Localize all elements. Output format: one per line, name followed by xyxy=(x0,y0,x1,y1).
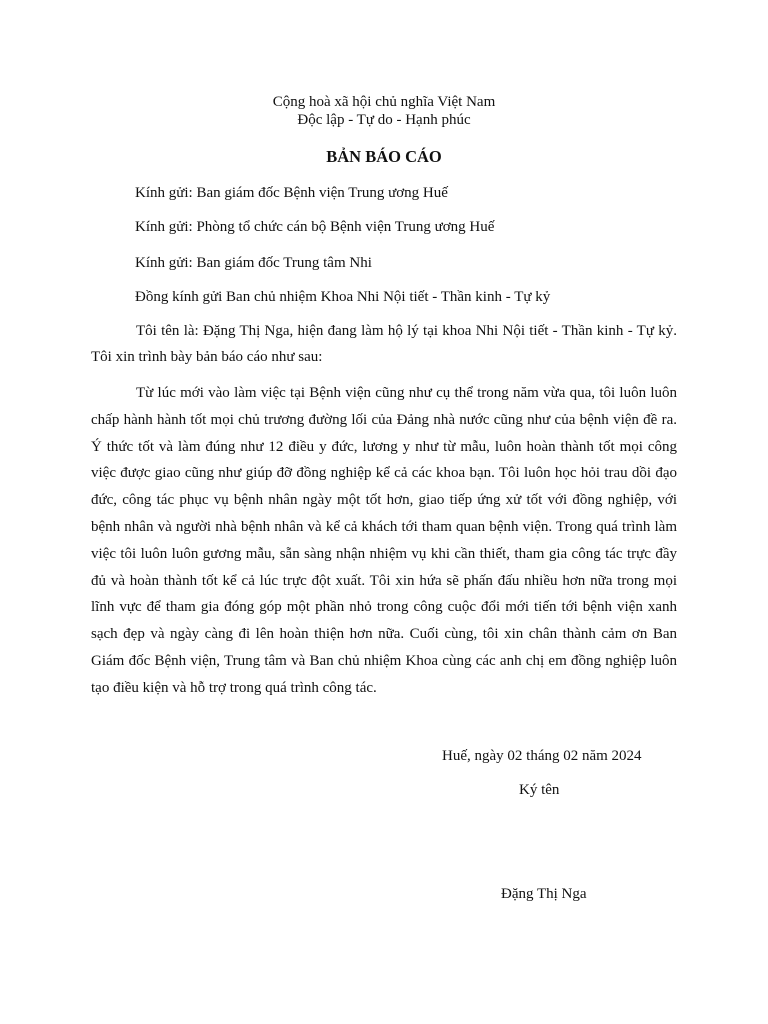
body-paragraph: Từ lúc mới vào làm việc tại Bệnh viện cũng như cụ thể trong năm vừa qua, tôi luôn luôn chấp hành hành tốt mọi chủ trương đường lối của Đảng nhà nước cũng như của bệnh viện đề ra. Ý thức tốt và làm đúng như 12 điều y đức, lương y như từ mẫu, luôn hoàn thành tốt mọi công việc được giao cũng như giúp đỡ đồng nghiệp kể cả các khoa bạn. Tôi luôn học hỏi trau dồi đạo đức, công tác phục vụ bệnh nhân ngày một tốt hơn, giao tiếp ứng xử tốt với đồng nghiệp, với bệnh nhân và người nhà bệnh nhân và kể cả khách tới tham quan bệnh viện. Trong quá trình làm việc tôi luôn luôn gương mẫu, sẵn sàng nhận nhiệm vụ khi cần thiết, tham gia công tác trực đầy đủ và hoàn thành tốt kể cả lúc trực đột xuất. Tôi xin hứa sẽ phấn đấu nhiều hơn nữa trong mọi lĩnh vực để tham gia đóng góp một phần nhỏ trong công cuộc đổi mới tiến tới bệnh viện xanh sạch đẹp và ngày càng đi lên hoàn thiện hơn nữa. Cuối cùng, tôi xin chân thành cảm ơn Ban Giám đốc Bệnh viện, Trung tâm và Ban chủ nhiệm Khoa cùng các anh chị em đồng nghiệp luôn tạo điều kiện và hỗ trợ trong quá trình công tác. xyxy=(91,385,677,696)
recipient-line-1: Kính gửi: Ban giám đốc Bệnh viện Trung ương Huế xyxy=(135,185,448,201)
recipient-line-2: Kính gửi: Phòng tổ chức cán bộ Bệnh viện Trung ương Huế xyxy=(135,219,495,235)
recipient-line-3: Kính gửi: Ban giám đốc Trung tâm Nhi xyxy=(135,255,372,271)
signature-label: Ký tên xyxy=(519,782,560,798)
national-motto: Độc lập - Tự do - Hạnh phúc xyxy=(297,112,471,128)
recipient-line-cc: Đồng kính gửi Ban chủ nhiệm Khoa Nhi Nội tiết - Thần kinh - Tự kỷ xyxy=(135,289,551,305)
place-date: Huế, ngày 02 tháng 02 năm 2024 xyxy=(442,748,642,764)
intro-paragraph: Tôi tên là: Đặng Thị Nga, hiện đang làm hộ lý tại khoa Nhi Nội tiết - Thần kinh - Tự kỷ. Tôi xin trình bày bản báo cáo như sau: xyxy=(91,323,677,365)
national-title: Cộng hoà xã hội chủ nghĩa Việt Nam xyxy=(272,94,496,110)
document-title: BẢN BÁO CÁO xyxy=(326,147,442,166)
signer-name: Đặng Thị Nga xyxy=(501,886,587,902)
